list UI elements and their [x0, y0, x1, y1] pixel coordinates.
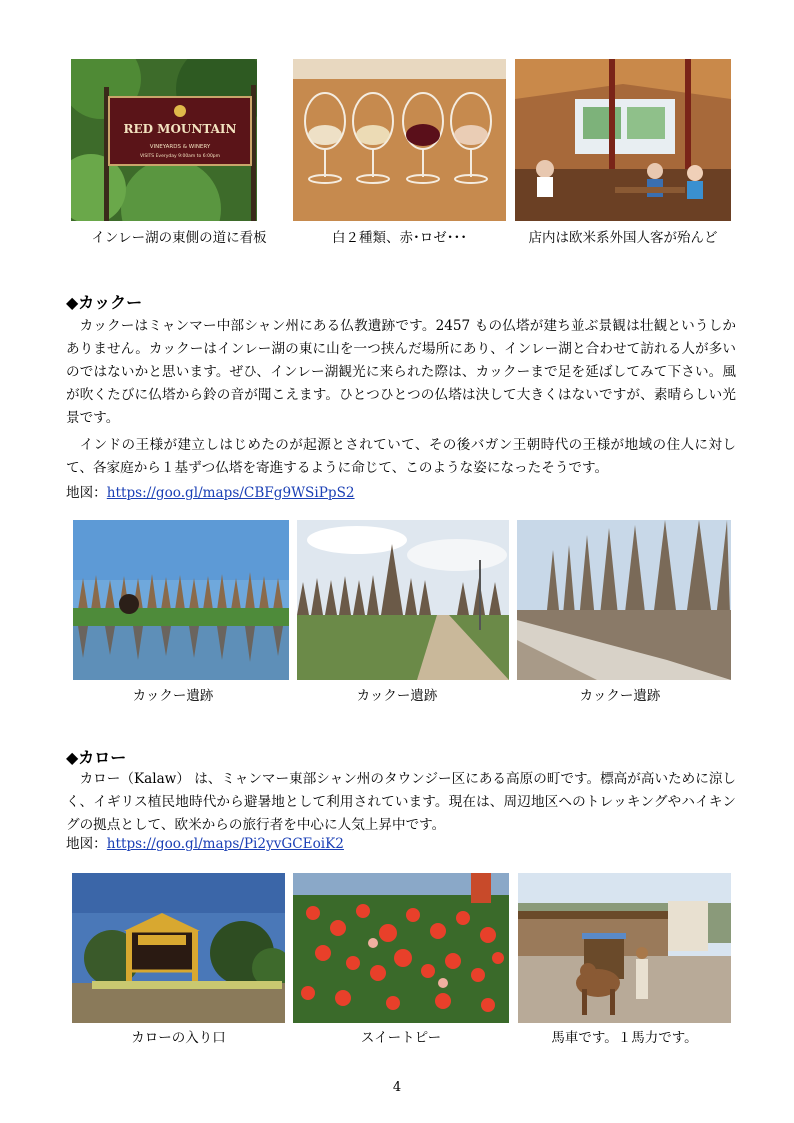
kakku-reflection-photo	[73, 520, 289, 680]
map-label: 地図：	[66, 485, 107, 501]
red-mountain-sign-photo	[71, 59, 257, 221]
kalaw-map-row	[66, 832, 344, 852]
photo-caption: 白２種類、赤･ロゼ･･･	[332, 230, 467, 246]
photo-caption: カックー遺跡	[356, 688, 438, 704]
kakku-paragraph-1: カックーはミャンマー中部シャン州にある仏教遺跡です。2457 もの仏塔が建ち並ぶ景観は壮観というしかありません。カックーはインレー湖の東に山を一つ挟んだ場所にあり、インレー湖と合わせて訪れる人が多いのではないかと思います。ぜひ、インレー湖観光に来られた際は、カックーまで足を延ばしてみて下さい。風が吹くたびに仏塔から鈴の音が聞こえます。ひとつひとつの仏塔は決して大きくはないですが、素晴らしい光景です。	[66, 318, 736, 426]
kakku-paragraph-2: インドの王様が建立しはじめたのが起源とされていて、その後バガン王朝時代の王様が地域の住人に対して、各家庭から１基ずつ仏塔を寄進するように命じて、このような姿になったそうです。	[66, 437, 736, 476]
horse-cart-photo	[518, 873, 731, 1023]
photo-caption: スイートピー	[360, 1030, 442, 1046]
photo-caption: カローの入り口	[131, 1030, 226, 1046]
kakku-stupas-closeup-photo	[517, 520, 731, 680]
kakku-map-row	[66, 481, 355, 501]
page-number: 4	[392, 1080, 402, 1095]
map-label: 地図：	[66, 836, 107, 852]
wine-glasses-photo	[293, 59, 506, 221]
kalaw-paragraph: カロー（Kalaw） は、ミャンマー東部シャン州のタウンジー区にある高原の町です。標高が高いために涼しく、イギリス植民地時代から避暑地として利用されています。現在は、周辺地区へのトレッキングやハイキングの拠点として、欧米からの旅行者を中心に人気上昇中です。	[66, 771, 737, 833]
kalaw-map-link[interactable]: https://goo.gl/maps/Pi2yvGCEoiK2	[106, 836, 344, 852]
winery-restaurant-photo	[515, 59, 731, 221]
sign-title: RED MOUNTAIN	[123, 122, 237, 136]
sign-subtitle: VINEYARDS & WINERY	[149, 144, 211, 150]
photo-caption: カックー遺跡	[579, 688, 661, 704]
sign-hours: VISITS Everyday 9:00am to 6:00pm	[139, 154, 221, 159]
kalaw-entrance-photo	[72, 873, 285, 1023]
sweet-pea-flowers-photo	[293, 873, 509, 1023]
section-heading-kakku: ◆カックー	[66, 293, 143, 312]
kakku-map-link[interactable]: https://goo.gl/maps/CBFg9WSiPpS2	[106, 485, 355, 501]
photo-caption: カックー遺跡	[132, 688, 214, 704]
section-heading-kalaw: ◆カロー	[66, 748, 127, 767]
kakku-path-photo	[297, 520, 509, 680]
photo-caption: 馬車です。１馬力です。	[551, 1030, 698, 1046]
photo-caption: インレー湖の東側の道に看板	[91, 230, 267, 246]
photo-caption: 店内は欧米系外国人客が殆んど	[528, 230, 718, 246]
